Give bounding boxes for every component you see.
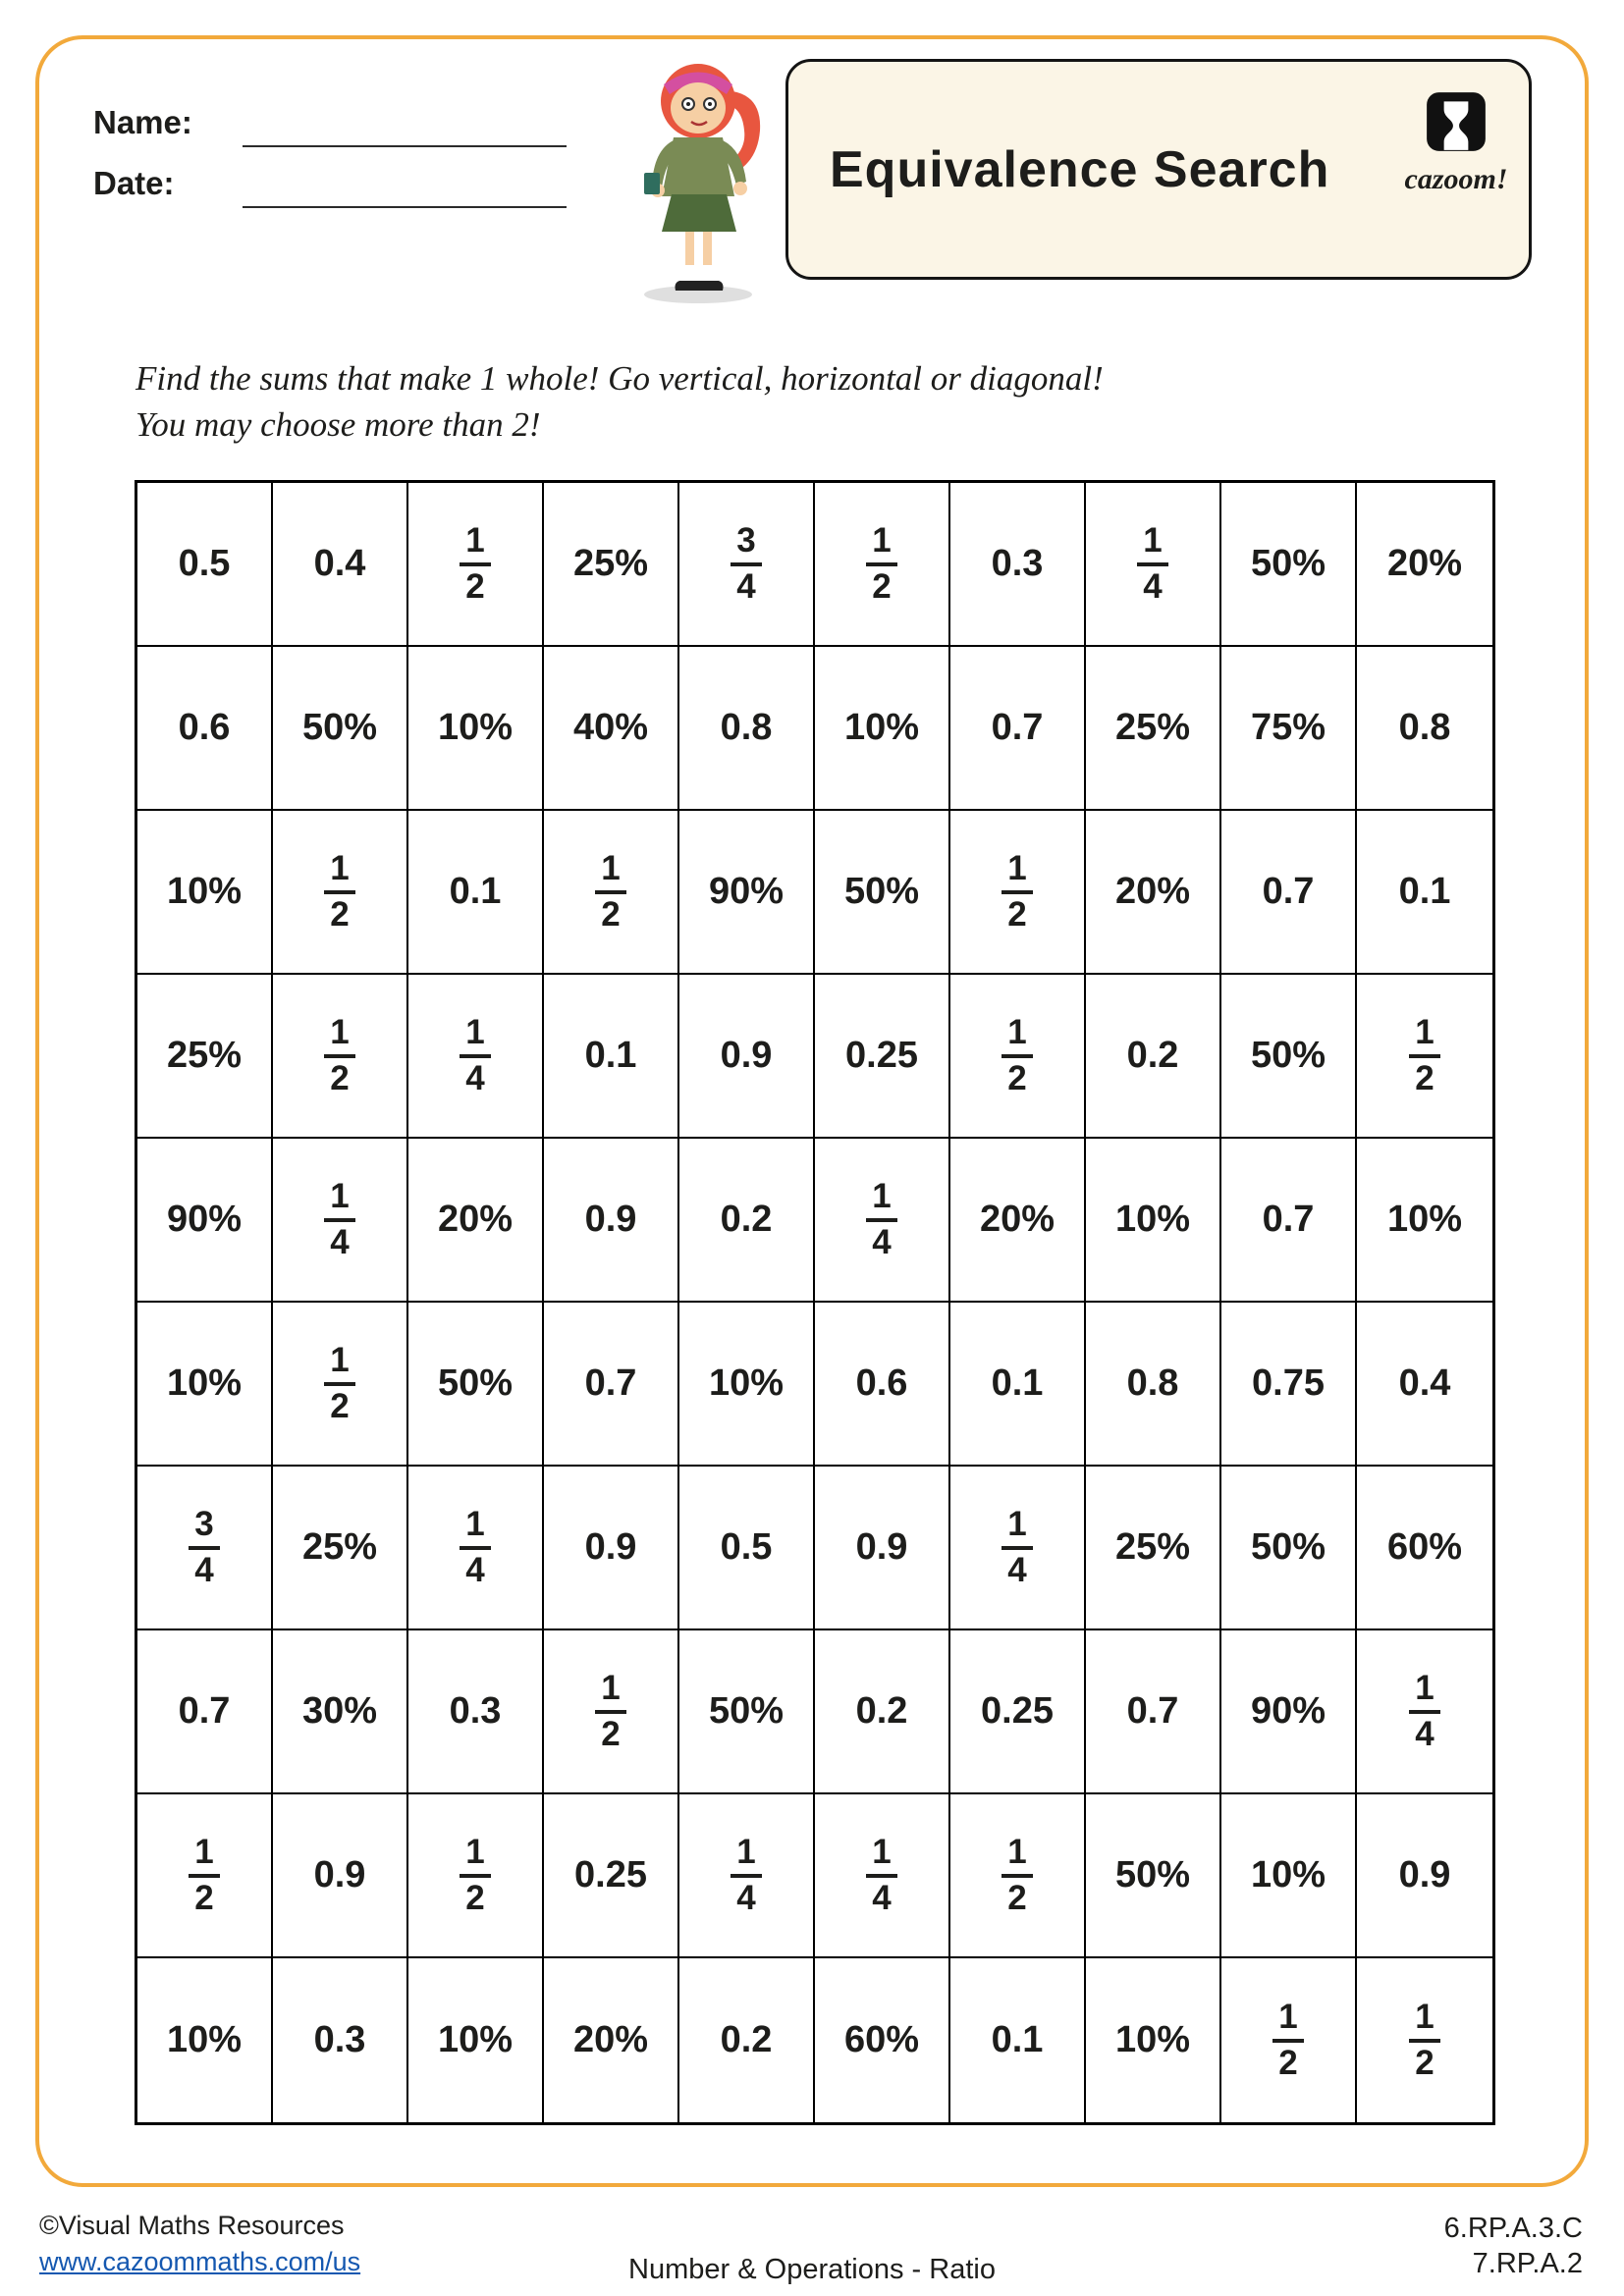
grid-cell: 10% (137, 1303, 273, 1467)
grid-cell: 0.25 (950, 1630, 1086, 1794)
grid-cell: 10% (679, 1303, 815, 1467)
grid-cell: 50% (1221, 1467, 1357, 1630)
date-label: Date: (93, 165, 175, 201)
instructions (135, 355, 1412, 449)
cazoom-logo-text: cazoom! (1404, 163, 1508, 195)
grid-cell: $\frac{1}{2}$ (1357, 1958, 1492, 2122)
grid-cell: 0.4 (273, 483, 408, 647)
grid-cell: 0.8 (679, 647, 815, 811)
grid-cell: $\frac{1}{2}$ (950, 1794, 1086, 1958)
grid-cell: 0.7 (950, 647, 1086, 811)
footer-topic: Number & Operations - Ratio (628, 2254, 996, 2285)
grid-cell: $\frac{1}{2}$ (950, 811, 1086, 975)
grid-cell: 0.7 (1086, 1630, 1221, 1794)
grid-cell: 10% (1221, 1794, 1357, 1958)
grid-cell: 0.6 (137, 647, 273, 811)
grid-cell: $\frac{1}{4}$ (1086, 483, 1221, 647)
grid-cell: 0.1 (1357, 811, 1492, 975)
girl-illustration (615, 47, 782, 312)
name-write-line (243, 145, 567, 147)
grid-cell: $\frac{1}{2}$ (408, 483, 544, 647)
grid-cell: $\frac{1}{4}$ (815, 1139, 950, 1303)
standard-code-2: 7.RP.A.2 (1472, 2248, 1583, 2280)
grid-cell: $\frac{1}{2}$ (544, 811, 679, 975)
grid-cell: 20% (1086, 811, 1221, 975)
grid-cell: $\frac{1}{4}$ (408, 975, 544, 1139)
grid-cell: $\frac{1}{2}$ (408, 1794, 544, 1958)
grid-cell: 25% (544, 483, 679, 647)
grid-cell: 0.9 (1357, 1794, 1492, 1958)
grid-cell: 10% (1086, 1139, 1221, 1303)
grid-cell: $\frac{1}{4}$ (815, 1794, 950, 1958)
grid-cell: 50% (1221, 975, 1357, 1139)
grid-cell: $\frac{3}{4}$ (679, 483, 815, 647)
standard-code-1: 6.RP.A.3.C (1443, 2213, 1583, 2244)
grid-cell: $\frac{1}{2}$ (544, 1630, 679, 1794)
equivalence-grid (135, 480, 1495, 2125)
grid-cell: 90% (679, 811, 815, 975)
grid-cell: 20% (544, 1958, 679, 2122)
grid-cell: 0.1 (950, 1303, 1086, 1467)
grid-cell: 0.7 (1221, 811, 1357, 975)
grid-cell: 0.8 (1086, 1303, 1221, 1467)
grid-cell: 20% (950, 1139, 1086, 1303)
grid-cell: 20% (408, 1139, 544, 1303)
grid-cell: 0.3 (273, 1958, 408, 2122)
grid-cell: 50% (815, 811, 950, 975)
grid-cell: 0.9 (544, 1467, 679, 1630)
grid-cell: 0.75 (1221, 1303, 1357, 1467)
name-label: Name: (93, 104, 192, 140)
grid-cell: $\frac{1}{2}$ (1357, 975, 1492, 1139)
grid-cell: $\frac{1}{4}$ (1357, 1630, 1492, 1794)
grid-cell: 0.1 (544, 975, 679, 1139)
grid-cell: 0.2 (815, 1630, 950, 1794)
grid-cell: 0.5 (679, 1467, 815, 1630)
grid-cell: 50% (273, 647, 408, 811)
grid-cell: 50% (1086, 1794, 1221, 1958)
instructions-line-1: Find the sums that make 1 whole! Go vertical, horizontal or diagonal! (135, 359, 1104, 398)
grid-cell: 0.5 (137, 483, 273, 647)
grid-cell: $\frac{1}{4}$ (408, 1467, 544, 1630)
grid-cell: 0.9 (815, 1467, 950, 1630)
grid-cell: $\frac{1}{2}$ (1221, 1958, 1357, 2122)
grid-cell: 0.9 (679, 975, 815, 1139)
grid-cell: 60% (1357, 1467, 1492, 1630)
grid-cell: $\frac{1}{2}$ (950, 975, 1086, 1139)
grid-cell: $\frac{1}{4}$ (679, 1794, 815, 1958)
grid-cell: 0.25 (815, 975, 950, 1139)
grid-cell: 0.7 (137, 1630, 273, 1794)
grid-cell: 0.9 (544, 1139, 679, 1303)
grid-cell: $\frac{1}{2}$ (273, 975, 408, 1139)
grid-cell: 60% (815, 1958, 950, 2122)
title-box (785, 59, 1532, 280)
grid-cell: 10% (408, 1958, 544, 2122)
grid-cell: 25% (1086, 1467, 1221, 1630)
grid-cell: 10% (1357, 1139, 1492, 1303)
grid-cell: $\frac{1}{2}$ (815, 483, 950, 647)
date-write-line (243, 206, 567, 208)
grid-cell: 50% (1221, 483, 1357, 647)
grid-cell: 90% (137, 1139, 273, 1303)
grid-cell: $\frac{1}{2}$ (273, 811, 408, 975)
grid-cell: 0.2 (679, 1958, 815, 2122)
grid-cell: 25% (1086, 647, 1221, 811)
copyright-text: ©Visual Maths Resources (39, 2211, 345, 2240)
grid-cell: 75% (1221, 647, 1357, 811)
grid-cell: 0.6 (815, 1303, 950, 1467)
grid-cell: $\frac{3}{4}$ (137, 1467, 273, 1630)
grid-cell: $\frac{1}{2}$ (137, 1794, 273, 1958)
grid-cell: 0.7 (544, 1303, 679, 1467)
cazoom-logo-icon (1424, 89, 1489, 156)
grid-cell: 20% (1357, 483, 1492, 647)
grid-cell: 0.1 (408, 811, 544, 975)
grid-cell: 10% (408, 647, 544, 811)
grid-cell: 0.2 (1086, 975, 1221, 1139)
grid-cell: 0.7 (1221, 1139, 1357, 1303)
grid-cell: 0.25 (544, 1794, 679, 1958)
grid-cell: $\frac{1}{2}$ (273, 1303, 408, 1467)
footer-standards (1444, 2211, 1583, 2282)
grid-cell: 50% (679, 1630, 815, 1794)
grid-cell: 10% (137, 811, 273, 975)
grid-cell: 0.3 (408, 1630, 544, 1794)
grid-cell: 30% (273, 1630, 408, 1794)
instructions-line-2: You may choose more than 2! (135, 405, 541, 445)
grid-cell: 0.8 (1357, 647, 1492, 811)
grid-cell: 0.4 (1357, 1303, 1492, 1467)
grid-cell: 10% (1086, 1958, 1221, 2122)
cazoom-logo (1399, 89, 1513, 196)
grid-cell: 50% (408, 1303, 544, 1467)
worksheet-title: Equivalence Search (830, 140, 1330, 198)
grid-cell: 25% (137, 975, 273, 1139)
grid-cell: $\frac{1}{4}$ (273, 1139, 408, 1303)
grid-cell: 90% (1221, 1630, 1357, 1794)
grid-cell: 10% (815, 647, 950, 811)
grid-cell: 0.3 (950, 483, 1086, 647)
website-link[interactable]: www.cazoommaths.com/us (39, 2247, 361, 2276)
grid-cell: $\frac{1}{4}$ (950, 1467, 1086, 1630)
grid-cell: 10% (137, 1958, 273, 2122)
grid-cell: 0.2 (679, 1139, 815, 1303)
grid-cell: 25% (273, 1467, 408, 1630)
grid-cell: 40% (544, 647, 679, 811)
grid-cell: 0.1 (950, 1958, 1086, 2122)
grid-cell: 0.9 (273, 1794, 408, 1958)
